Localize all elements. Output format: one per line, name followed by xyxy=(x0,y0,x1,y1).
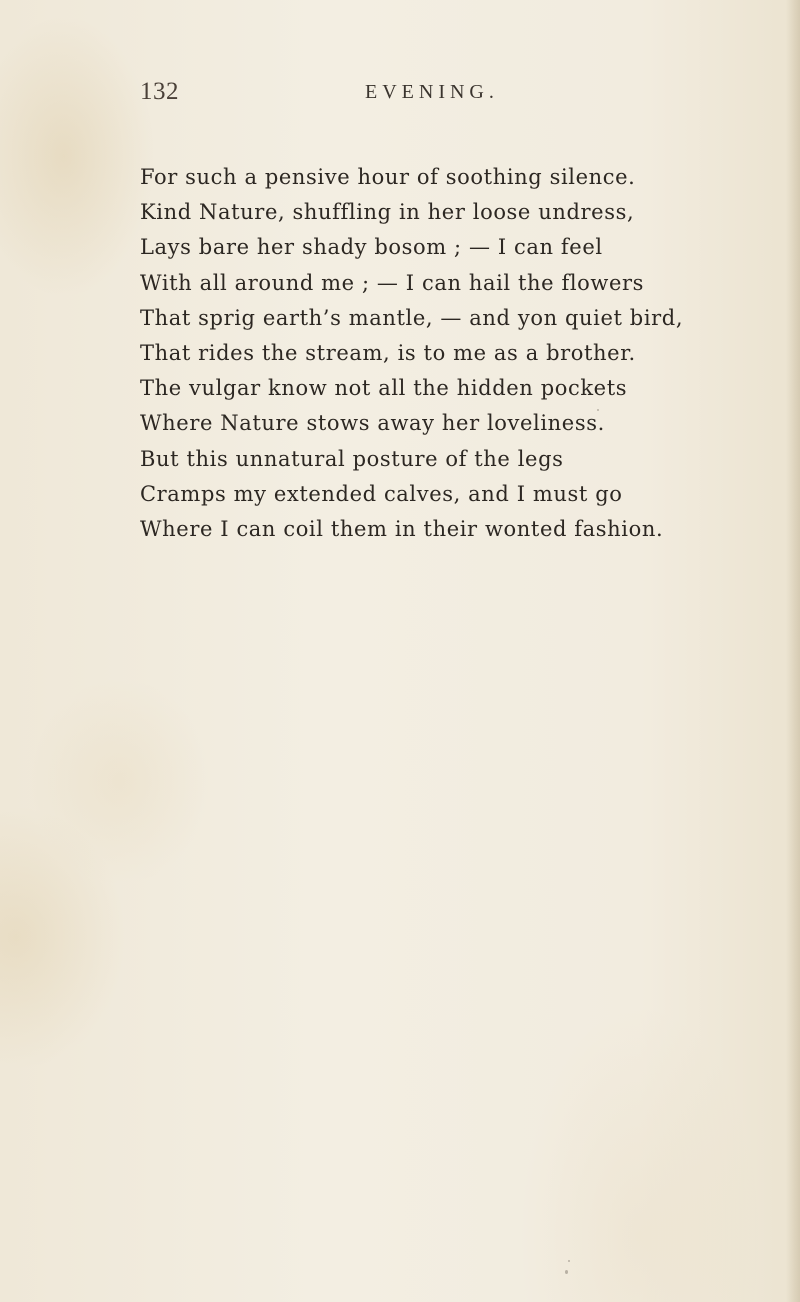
poem-line: For such a pensive hour of soothing silence. xyxy=(140,165,636,189)
poem-line: With all around me ; — I can hail the flowers xyxy=(140,270,645,295)
poem-line: The vulgar know not all the hidden pockets xyxy=(140,376,628,401)
paper-speck xyxy=(565,1270,568,1274)
paper-speck xyxy=(597,409,599,411)
running-title: EVENING. xyxy=(365,81,499,103)
poem-line: Lays bare her shady bosom ; — I can feel xyxy=(140,235,603,260)
poem-line: That rides the stream, is to me as a brother. xyxy=(140,341,636,366)
poem-line: Cramps my extended calves, and I must go xyxy=(140,481,623,506)
poem-text xyxy=(140,160,760,547)
page-edge-shadow xyxy=(786,0,800,1302)
poem-line: That sprig earth’s mantle, — and yon quiet bird, xyxy=(140,305,684,330)
poem-line: Where I can coil them in their wonted fashion. xyxy=(140,517,664,542)
poem-line: Kind Nature, shuffling in her loose undress, xyxy=(140,200,635,225)
page-header xyxy=(0,78,800,118)
poem-line: Where Nature stows away her loveliness. xyxy=(140,411,605,436)
page-number: 132 xyxy=(140,78,179,105)
poem-line: But this unnatural posture of the legs xyxy=(140,446,564,471)
paper-speck xyxy=(568,1260,570,1262)
